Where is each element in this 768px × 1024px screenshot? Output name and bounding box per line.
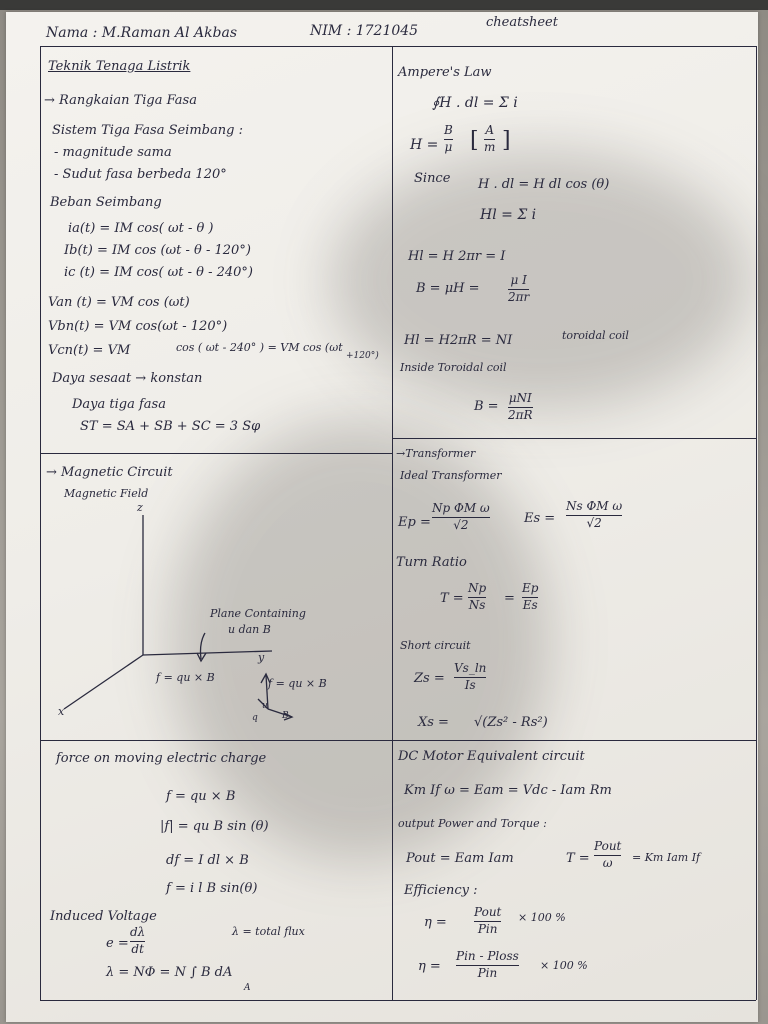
axis-y-label: y — [258, 651, 265, 664]
student-name: Nama : M.Raman Al Akbas — [46, 25, 238, 41]
eq-h-label: H = — [410, 137, 439, 153]
text-balanced-system: Sistem Tiga Fasa Seimbang : — [52, 123, 243, 138]
text-turn-ratio: Turn Ratio — [396, 555, 467, 570]
eq-es-label: Es = — [524, 511, 556, 526]
eq-eff2-frac: Pin - Ploss Pin — [456, 949, 519, 980]
axis-x-label: x — [58, 705, 65, 718]
eq-xs-value: √(Zs² - Rs²) — [474, 715, 548, 730]
text-since: Since — [414, 171, 451, 186]
eq-torque-frac: Pout ω — [594, 839, 622, 870]
right-section-divider — [392, 438, 756, 439]
eq-eff2-label: η = — [418, 959, 441, 974]
eq-eff-frac: Pout Pin — [474, 905, 502, 936]
eq-pout: Pout = Eam Iam — [406, 851, 514, 866]
eq-vbn: Vbn(t) = VM cos(ωt - 120°) — [48, 319, 228, 334]
eq-hl-toroid: Hl = H2πR = NI — [404, 333, 513, 348]
text-phase-angle: - Sudut fasa berbeda 120° — [54, 167, 227, 182]
eq-ep-label: Ep = — [398, 515, 431, 530]
right-section-divider-2 — [392, 740, 756, 741]
eq-b-toroid-frac: μNI 2πR — [508, 391, 533, 422]
heading-transformer: →Transformer — [396, 447, 476, 460]
eq-b-toroid-label: B = — [474, 399, 499, 414]
eq-t-label: T = — [440, 591, 464, 606]
frame-bottom — [40, 1000, 756, 1001]
eq-e-frac: dλ dt — [130, 925, 146, 956]
eq-zs-label: Zs = — [414, 671, 445, 686]
eq-hdl: H . dl = H dl cos (θ) — [478, 177, 610, 192]
text-toroidal-coil: toroidal coil — [562, 329, 629, 342]
magnetic-force-diagram — [40, 495, 400, 745]
eq-vcn-sub: +120°) — [346, 351, 379, 361]
text-magnitude: - magnitude sama — [54, 145, 172, 160]
eq-force-magnitude: |f| = qu B sin (θ) — [160, 819, 269, 834]
bracket-close: ] — [502, 128, 511, 153]
section-title: Teknik Tenaga Listrik — [48, 59, 191, 74]
heading-dc-motor: DC Motor Equivalent circuit — [398, 749, 585, 764]
eq-ep-frac: Np ΦM ω √2 — [432, 501, 490, 532]
heading-three-phase: → Rangkaian Tiga Fasa — [44, 93, 197, 108]
eq-h-unit: A m — [484, 123, 496, 154]
eq-zs-frac: Vs_ln Is — [454, 661, 487, 692]
eq-tr-equals: = — [504, 591, 515, 606]
q-label: q — [252, 713, 258, 723]
eq-es-frac: Ns ΦM ω √2 — [566, 499, 623, 530]
eq-b-frac: μ I 2πr — [508, 273, 530, 304]
eq-e-label: e = — [106, 936, 129, 951]
text-total-flux: λ = total flux — [232, 925, 305, 938]
heading-induced-voltage: Induced Voltage — [50, 909, 157, 924]
frame-top — [40, 46, 756, 47]
left-section-divider — [40, 453, 392, 454]
u-label: u — [262, 701, 268, 711]
text-magnetic-field: Magnetic Field — [64, 487, 149, 500]
eq-tr-frac: Np Ns — [468, 581, 487, 612]
y-axis — [143, 651, 272, 655]
eq-hl-2pir: Hl = H 2πr = I — [408, 249, 506, 264]
eq-ia: ia(t) = IM cos( ωt - θ ) — [68, 221, 214, 236]
eq-h-frac: B μ — [444, 123, 453, 154]
b-label: B — [282, 711, 289, 721]
text-ideal-transformer: Ideal Transformer — [400, 469, 502, 482]
heading-ampere-law: Ampere's Law — [398, 65, 492, 80]
eq-t-label-2: T = — [566, 851, 590, 866]
eq-df: df = I dl × B — [166, 853, 249, 868]
frame-right — [756, 46, 757, 1000]
eq-lambda: λ = NΦ = N ∫ B dA — [106, 965, 233, 980]
sheet-title: cheatsheet — [486, 15, 558, 30]
heading-efficiency: Efficiency : — [404, 883, 478, 898]
axis-z-label: z — [137, 501, 143, 514]
text-instant-power: Daya sesaat → konstan — [52, 371, 203, 386]
eq-eff-label: η = — [424, 915, 447, 930]
text-three-phase-power: Daya tiga fasa — [72, 397, 166, 412]
eq-ib: Ib(t) = IM cos (ωt - θ - 120°) — [64, 243, 251, 258]
eq-tr2-frac: Ep Es — [522, 581, 539, 612]
eq-dc-motor: Km If ω = Eam = Vdc - Iam Rm — [404, 783, 612, 798]
eq-eff2-percent: × 100 % — [540, 959, 588, 972]
student-nim: NIM : 1721045 — [310, 23, 419, 39]
text-balanced-load: Beban Seimbang — [50, 195, 162, 210]
eq-torque-km: = Km Iam If — [632, 851, 701, 864]
eq-xs-label: Xs = — [418, 715, 449, 730]
text-output-power-torque: output Power and Torque : — [398, 817, 547, 830]
eq-force: f = qu × B — [166, 789, 236, 804]
heading-magnetic-circuit: → Magnetic Circuit — [46, 465, 173, 480]
plane-note-1: Plane Containing — [210, 607, 306, 620]
eq-ic: ic (t) = IM cos( ωt - θ - 240°) — [64, 265, 254, 280]
plane-note-2: u dan B — [228, 623, 271, 636]
force-label-2: f = qu × B — [268, 677, 327, 690]
text-inside-toroid: Inside Toroidal coil — [400, 361, 507, 374]
eq-van: Van (t) = VM cos (ωt) — [48, 295, 190, 310]
text-force-moving-charge: force on moving electric charge — [56, 751, 267, 766]
eq-ampere: ∮H . dl = Σ i — [432, 95, 518, 111]
x-axis — [64, 655, 143, 709]
eq-hl-sum: Hl = Σ i — [480, 207, 537, 223]
text-short-circuit: Short circuit — [400, 639, 471, 652]
bracket-open: [ — [470, 128, 479, 153]
eq-total-power: ST = SA + SB + SC = 3 Sφ — [80, 419, 261, 434]
eq-lambda-sub: A — [244, 983, 251, 993]
eq-vcn-left: Vcn(t) = VM — [48, 343, 131, 358]
eq-eff-percent: × 100 % — [518, 911, 566, 924]
eq-vcn-right: cos ( ωt - 240° ) = VM cos (ωt — [176, 341, 343, 354]
eq-b-mu-h: B = μH = — [416, 281, 480, 296]
force-label-1: f = qu × B — [156, 671, 215, 684]
eq-f-current: f = i l B sin(θ) — [166, 881, 258, 896]
